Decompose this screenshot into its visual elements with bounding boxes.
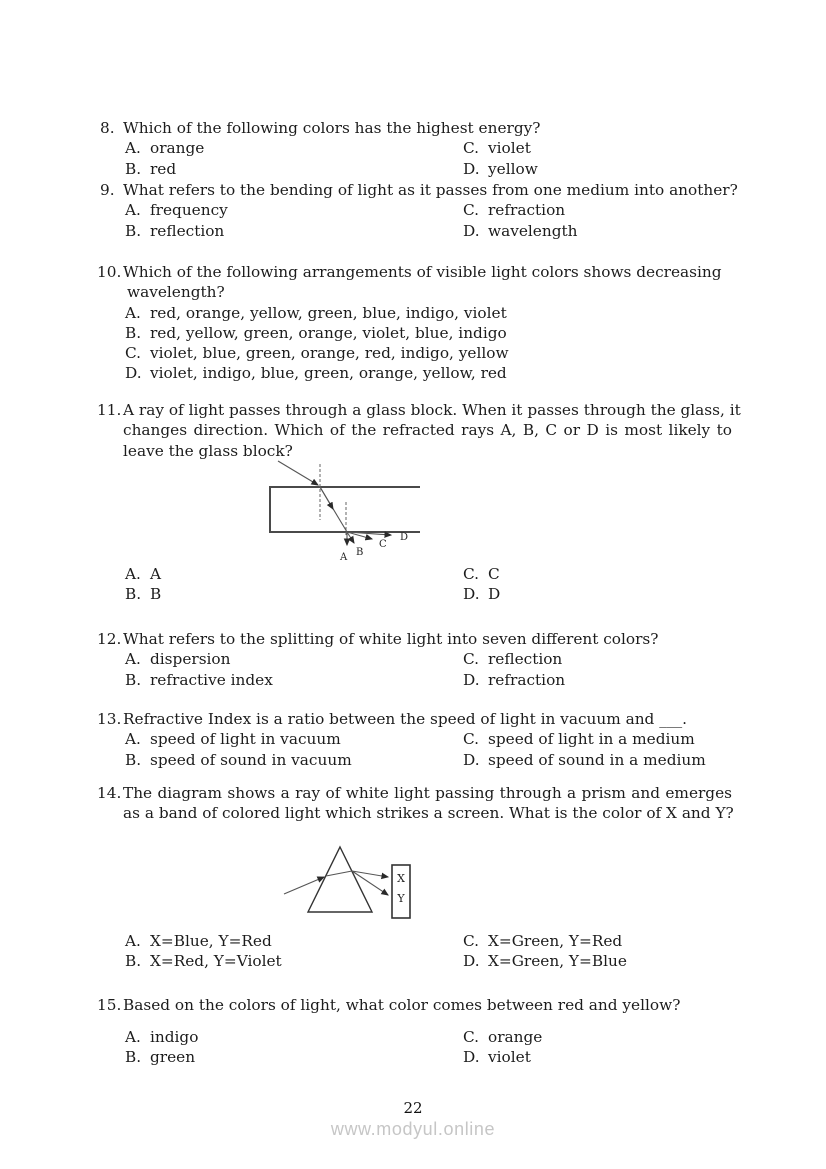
option-a <box>125 303 732 323</box>
option-row <box>100 200 732 220</box>
option-label: A. <box>125 201 141 220</box>
option-row <box>100 670 732 690</box>
option-text: yellow <box>488 159 538 178</box>
option-row <box>100 750 732 770</box>
option-text: refraction <box>488 201 566 220</box>
option-text: orange <box>488 1028 543 1046</box>
option-label: C. <box>463 932 480 950</box>
option-row <box>100 584 732 604</box>
option-text: X=Blue, Y=Red <box>150 932 272 950</box>
option-d <box>463 951 627 971</box>
option-label: C. <box>463 730 480 749</box>
option-c <box>463 931 622 951</box>
option-text: D <box>488 585 501 604</box>
question-text-line: Based on the colors of light, what color comes between red and yellow? <box>123 996 681 1014</box>
option-text: C <box>488 565 500 583</box>
ray-label-c: C <box>379 539 387 550</box>
option-label: B. <box>125 221 142 240</box>
option-label: D. <box>125 364 142 383</box>
option-row <box>100 951 732 971</box>
option-text: X=Green, Y=Red <box>488 932 623 950</box>
question-text-line: The diagram shows a ray of white light passing through a prism and emerges <box>123 784 732 802</box>
question-text-line: What refers to the splitting of white light into seven different colors? <box>123 630 659 648</box>
question-8 <box>100 118 732 179</box>
option-label: A. <box>125 730 141 749</box>
option-text: X=Red, Y=Violet <box>150 952 282 971</box>
option-c <box>463 1027 542 1047</box>
option-label: D. <box>463 221 480 240</box>
option-text: X=Green, Y=Blue <box>488 952 627 971</box>
option-label: A. <box>125 139 141 158</box>
option-label: A. <box>125 932 141 950</box>
option-row <box>100 729 732 749</box>
option-label: A. <box>125 1028 141 1046</box>
ray-label-b: B <box>356 547 364 558</box>
option-a <box>125 931 272 951</box>
option-c <box>463 138 531 158</box>
option-text: red, yellow, green, orange, violet, blue, indigo <box>150 323 507 342</box>
question-text-line: changes direction. Which of the refracted rays A, B, C or D is most likely to <box>123 421 732 440</box>
question-14-options <box>100 931 732 972</box>
question-15 <box>97 995 732 1015</box>
option-row <box>100 1027 732 1047</box>
screen-label-y: Y <box>397 892 405 905</box>
option-text: violet <box>488 139 531 158</box>
option-label: A. <box>125 303 141 322</box>
question-text-line: leave the glass block? <box>123 441 293 460</box>
option-label: C. <box>463 650 480 669</box>
question-number: 10. <box>97 263 122 281</box>
option-row <box>100 159 732 179</box>
page-number: 22 <box>403 1099 423 1117</box>
screen-label-x: X <box>397 872 405 885</box>
glass-block <box>270 487 420 532</box>
option-row <box>100 1047 732 1067</box>
question-text-line: Which of the following arrangements of visible light colors shows decreasing <box>123 263 722 281</box>
option-text: A <box>150 565 162 583</box>
option-text: violet, blue, green, orange, red, indigo, yellow <box>150 344 509 363</box>
watermark: www.modyul.online <box>330 1119 496 1139</box>
question-number: 14. <box>97 784 122 802</box>
option-text: speed of light in vacuum <box>150 730 341 749</box>
option-text: red, orange, yellow, green, blue, indigo, violet <box>150 303 507 322</box>
option-row <box>100 221 732 241</box>
option-label: B. <box>125 670 142 689</box>
option-b <box>125 159 176 179</box>
glass-block-svg <box>240 450 420 568</box>
option-text: speed of sound in vacuum <box>150 750 352 769</box>
option-d <box>463 221 578 241</box>
question-13 <box>97 709 732 770</box>
option-b <box>125 1047 195 1067</box>
option-b <box>125 951 282 971</box>
option-a <box>125 200 228 220</box>
ray-label-a: A <box>340 552 348 563</box>
option-b <box>125 323 732 343</box>
option-text: red <box>150 159 177 178</box>
option-label: A. <box>125 650 141 669</box>
option-c <box>463 564 500 584</box>
incident-ray <box>278 461 318 485</box>
option-label: B. <box>125 323 142 342</box>
question-number: 12. <box>97 630 122 648</box>
option-label: B. <box>125 750 142 769</box>
question-14 <box>97 783 734 824</box>
option-b <box>125 584 161 604</box>
question-10 <box>97 262 732 384</box>
option-d <box>463 159 538 179</box>
option-label: D. <box>463 159 480 178</box>
option-label: B. <box>125 1048 142 1067</box>
option-text: refraction <box>488 670 566 689</box>
option-d <box>463 1047 531 1067</box>
option-c <box>463 729 695 749</box>
option-d <box>463 584 500 604</box>
option-row <box>100 931 732 951</box>
question-12 <box>97 629 732 690</box>
option-label: B. <box>125 585 142 604</box>
option-text: reflection <box>488 650 563 669</box>
option-text: violet <box>488 1048 531 1067</box>
question-text-line: A ray of light passes through a glass block. When it passes through the glass, it <box>123 401 741 419</box>
prism-svg <box>280 840 420 925</box>
question-text-line: What refers to the bending of light as it passes from one medium into another? <box>123 181 738 199</box>
option-label: A. <box>125 565 141 583</box>
option-text: violet, indigo, blue, green, orange, yellow, red <box>150 364 507 383</box>
option-b <box>125 750 352 770</box>
option-text: green <box>150 1048 196 1067</box>
option-d <box>463 670 565 690</box>
question-text-line: wavelength? <box>127 283 225 302</box>
question-number: 13. <box>97 710 122 728</box>
option-text: dispersion <box>150 650 231 669</box>
option-a <box>125 729 341 749</box>
option-label: D. <box>463 585 480 604</box>
option-label: D. <box>463 1048 480 1067</box>
option-c <box>463 200 565 220</box>
option-c <box>125 343 732 363</box>
option-label: B. <box>125 159 142 178</box>
option-label: D. <box>463 670 480 689</box>
question-11-options <box>100 564 732 605</box>
option-row <box>100 564 732 584</box>
option-text: frequency <box>150 201 228 220</box>
option-b <box>125 670 273 690</box>
option-label: D. <box>463 952 480 971</box>
option-b <box>125 221 224 241</box>
question-number: 11. <box>97 401 122 419</box>
question-text-line: Refractive Index is a ratio between the speed of light in vacuum and ___. <box>123 710 688 728</box>
option-text: indigo <box>150 1028 199 1046</box>
option-c <box>463 649 562 669</box>
prism-diagram <box>280 840 420 925</box>
option-text: refractive index <box>150 670 273 689</box>
option-text: speed of sound in a medium <box>488 750 706 769</box>
option-text: speed of light in a medium <box>488 730 695 749</box>
option-a <box>125 649 231 669</box>
question-number: 8. <box>100 119 115 137</box>
question-number: 15. <box>97 996 122 1014</box>
option-label: B. <box>125 952 142 971</box>
question-15-options <box>100 1027 732 1068</box>
option-d <box>463 750 706 770</box>
glass-block-diagram <box>240 450 420 568</box>
option-a <box>125 1027 198 1047</box>
option-row <box>100 138 732 158</box>
option-text: B <box>150 585 162 604</box>
question-text-line: as a band of colored light which strikes a screen. What is the color of X and Y? <box>123 804 734 823</box>
option-text: wavelength <box>488 221 578 240</box>
option-text: orange <box>150 139 205 158</box>
option-label: C. <box>125 344 142 363</box>
question-text-line: Which of the following colors has the highest energy? <box>123 119 541 137</box>
option-d <box>125 363 732 383</box>
option-label: C. <box>463 1028 480 1046</box>
option-label: C. <box>463 565 480 583</box>
option-a <box>125 138 204 158</box>
option-label: D. <box>463 750 480 769</box>
option-row <box>100 649 732 669</box>
question-9 <box>100 180 738 241</box>
option-text: reflection <box>150 221 225 240</box>
question-number: 9. <box>100 181 115 199</box>
ray-label-d: D <box>400 532 409 543</box>
option-label: C. <box>463 201 480 220</box>
option-label: C. <box>463 139 480 158</box>
option-a <box>125 564 161 584</box>
